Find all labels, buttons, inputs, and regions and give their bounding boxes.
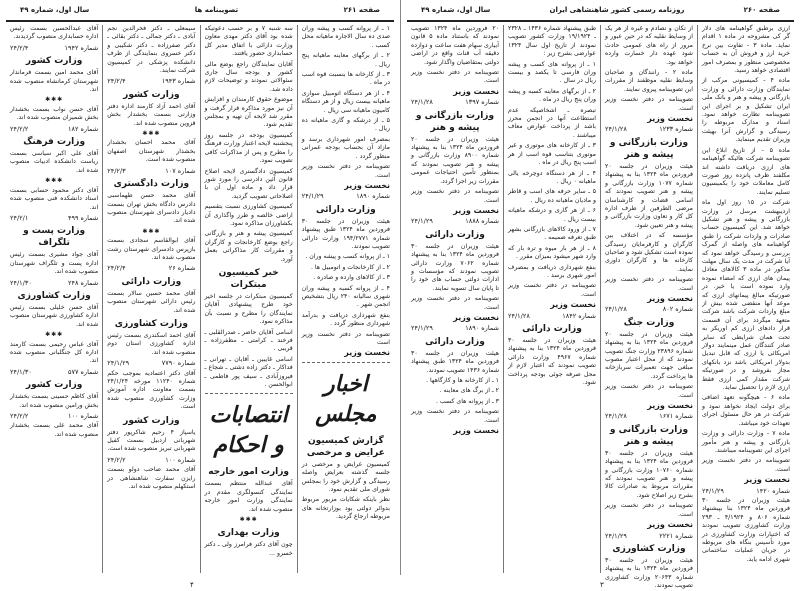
footer-page-number: ۳ (600, 581, 604, 589)
paragraph: ۲ ـ از برگ های معاینه . (439, 387, 499, 395)
paragraph: ۱ ـ از کارخانه ها و کارگاهها . (426, 377, 499, 384)
paragraph: اسامی غایبین ـ آقایان ـ تهرانی ـ فداکار ـ دکتر زاده دشتی ـ شجاع ـ فیروزآبادی ـ سیف پور فاطمی ـ ابوالحسن . (204, 355, 293, 389)
column (697, 25, 794, 573)
paragraph: تصویبنامه در دفتر نخست وزیر است. (411, 188, 499, 204)
paragraph: نظر باینکه شکایات مزبور مربوط بدوائر دولتی بود بوزارتخانه های مربوطه ارجاع گردید. (301, 496, 390, 521)
paragraph: تصویبنامه در دفتر نخست وزیر است (301, 330, 390, 346)
section-heading: وزارت دارائی (316, 204, 376, 215)
paragraph: آقای احمد آزاد کارمند اداره دفتر وزارتی بسمت بخشدار بخش قزوین منصوب شده اند. (107, 102, 196, 127)
paragraph: آقای دکتر محمود حسابی بسمت استاد دانشکده فنی منصوب شده اند. (10, 186, 99, 211)
paragraph: کمیسیون پیشه و هنر و بازرگانی راجع بوضع کارخانجات و کارگران و مقررات کار مذاکراتی بعمل آورد. (204, 230, 293, 263)
paragraph: آقای عبدالله منتظم بسمت نمایندگی کنسولگری مقدم در نمایندگی وزارت امور خارجه منصوب شده اند. (204, 480, 293, 513)
paragraph: ماده ۲ - رانندگان و صاحبان وسایط نقلیه موظفند از مقررات این تصویبنامه پیروی نمایند. (605, 69, 693, 93)
section-heading: وزارت دارائی (121, 276, 182, 287)
decree-date: ۲۴/۱/۲۹ (301, 192, 324, 201)
right-page (400, 0, 800, 590)
decree-date: ۲۴/۱/۲۹ (605, 531, 627, 540)
paragraph: ۶ ـ از هر گاری و درشکه ماهیانه بیست ریال . (508, 207, 596, 223)
signature: نخست وزیر (744, 475, 790, 485)
paragraph: آقای عباس رحیمی بسمت کارمند اداره کل جنگلبانی منصوب شده اند. (10, 340, 99, 365)
decree-number-date (411, 324, 499, 332)
paragraph: ۳ ـ از کالاهای وارده و صادره . (313, 274, 390, 282)
page-number: صفحه ۲۶۱ (343, 6, 380, 14)
section-heading: وزارت دارائی (425, 336, 485, 347)
column (200, 25, 297, 573)
separator-stars: ✱✱✱ (45, 96, 64, 104)
decree-number: شماره ۲۶ (168, 264, 196, 273)
decree-number: شماره ۱۸۴۲ (562, 311, 596, 320)
paragraph: کمیسیون عرایض و مرخصی در جلسه گذشته بعرایض واصله رسیدگی و گزارش خود را بمجلس شورای ملی تقدیم نمود. (301, 460, 390, 494)
decree-number-date (107, 456, 195, 464)
decree-date: ۲۴/۲/۴ (107, 264, 126, 273)
page-number: صفحه ۲۶۰ (743, 6, 780, 14)
signature: نخست وزیر (453, 86, 499, 96)
column (6, 25, 102, 573)
paragraph: هیئت وزیران در جلسه ۳۰ فروردین ماه ۱۳۲۴ بنا به پیشنهاد شماره ۱۰۷۶۰ وزارت بازرگانی و پیشه و هنر تصویب نمودند که مقررات مربوط به صادرات کالا بشرح زیر اصلاح شود. (605, 449, 693, 499)
paragraph: موضوع حقوق کارمندان و افزایش آن نیز مورد مذاکره قرار گرفت و مقرر شد لایحه آن تهیه و بمجلس تقدیم شود. (204, 96, 293, 129)
left-page (0, 0, 400, 575)
paragraph: آقای علی اکبر سیاسی بسمت ریاست دانشکده ادبیات منصوب شده اند. (10, 150, 99, 174)
paragraph: آقای محمد حسین سالار بسمت رئیس دارائی شهرستان منصوب شده اند. (107, 289, 196, 314)
paragraph: بمصرف امور شهرداری برسد و مازاد آن بحساب بودجه عمرانی منظور گردد . (301, 135, 390, 160)
decree-number-date (10, 412, 98, 420)
decree-number-date (508, 312, 596, 320)
decree-number: شماره ۱۰۰ (165, 455, 196, 464)
paragraph: هیئت وزیران در جلسه ۲۰ فروردین ماه ۱۳۲۴ بنا به پیشنهاد شماره ۲۳۸۹۶ وزارت جنگ تصویب نمودند که از محل اعتبار مصوب مبلغی جهت تعمیرات سربازخانه ها پرداخت گردد. (605, 330, 693, 380)
decree-number: شماره ۲۲۲۱ (659, 531, 693, 540)
paragraph: هیئت وزیران در جلسه ۳۰ فروردین ماه ۱۳۲۴ بنا به پیشنهاد شماره ۴۹۶۷ وزارت دارائی تصویب نمودند که اعتبار لازم از محل صرفه جوئی بودجه پرداخت شود. (508, 337, 596, 387)
paragraph: کمیسیون کشاورزی نسبت بتقسیم اراضی خالصه و طرز واگذاری آن بکشاورزان مذاکره نمود. (204, 203, 293, 227)
paragraph: تصویبنامه در دفتر نخست وزیر است. (301, 163, 390, 179)
paragraph: آقای ابوالقاسم سجادی بسمت بازپرس دادسرای شهرستان رشت منصوب شده اند. (107, 237, 196, 261)
paragraph: ۲۰ فروردین ماه ۱۳۲۴ تصویب نمودند که باستناد ماده ۵ قانون آبیاری سهام هفت ساعت و دوازده دقیقه آب قنات واقع در اراضی دولتی بمتقاضیان واگذار شود. (411, 25, 499, 66)
decree-number-date (702, 487, 790, 495)
signature: نخست وزیر (550, 300, 596, 310)
section-heading: وزارت بهداری (217, 528, 280, 539)
signature: نخست وزیر (647, 401, 693, 411)
paragraph: آقای حسن خلیلی بسمت رئیس اداره کشاورزی شهرستان منصوب شده اند. (10, 303, 99, 328)
paragraph: آقای دکتر اعتمادیه بموجب حکم شماره ۱۱۲۴۰ مورخه ۲۴/۱/۲۴ بسمت معاونت اداره آموزش وزارت کشاورزی منصوب شده است. (107, 369, 196, 411)
decree-number: شماره ۴۹۹ (67, 213, 99, 222)
signature: نخست وزیر (453, 312, 499, 322)
separator-stars: ✱✱✱ (45, 331, 64, 339)
divider (302, 362, 390, 363)
signature: نخست وزیر (453, 426, 499, 436)
paragraph: هیئت وزیران در جلسه ۳۰ فروردین ماه ۱۳۲۴ طبق پیشنهاد شماره ۱۴۳۶ تصویب نمودند. (411, 349, 499, 374)
decree-number-date (605, 125, 693, 133)
section-heading: وزارت بازرگانی و پیشه و هنر (415, 110, 495, 133)
decree-number-date (605, 305, 693, 313)
paragraph: آقای حسن نواب بسمت بخشدار بخش شمیران منصوب شده اند. (10, 105, 99, 122)
signature: نخست وزیر (647, 293, 693, 303)
section-heading: وزارت کشاورزی (17, 290, 91, 301)
paragraph: بنفع شهرداری دریافت و بدرآمد شهرداری منظور گردد . (301, 311, 390, 328)
section-heading: وزارت کشور (25, 56, 83, 67)
decree-number-date (107, 77, 195, 85)
section-heading: وزارت کشور (123, 415, 180, 426)
section-heading: وزارت کشاورزی (612, 543, 686, 554)
paragraph: ۱ ـ از پروانه های کسب و پیشه وران فارسی تا یکصد و بیست ریال در سال . (508, 60, 596, 85)
column (600, 25, 697, 590)
section-banner: اخبار مجلس (315, 370, 377, 427)
decree-date: ۲۴/۱/۲۹ (411, 217, 433, 226)
paragraph: تبصره ـ اشخاصیکه عدم استطاعت آنها در انجمن محرز باشد از پرداخت عوارض معاف میباشند . (508, 106, 596, 139)
paragraph: آقای کاظم حسینی بسمت بخشدار بخش ورامین منصوب شده اند. (10, 393, 99, 409)
paragraph: هیئت وزیران در جلسه ۲۰ فروردین ماه ۱۳۲۴ بنا به پیشنهاد شماره ۸۹۰۰ وزارت بازرگانی و پیشه و هنر تصویب نمودند که بمنظور تأمین احتیاجات عمومی مقررات زیر اجرا گردد. (411, 135, 499, 185)
decree-date: ۲۴/۱/۳۰ (10, 278, 32, 287)
paragraph: از تکان و تصادم و غیره از هر یک از وسایط نقلیه که در حین عبور و مرور از راه های عمومی حادث شود عهده دار خسارت وارده خواهد بود. (605, 25, 693, 66)
column (102, 25, 199, 573)
paragraph: تصویبنامه در دفتر نخست وزیر است. (411, 408, 499, 424)
decree-date: ۲۴/۲/۴ (10, 43, 29, 52)
decree-number: شماره ۱۸۸۸ (465, 217, 499, 226)
paragraph: چون آقای دکتر فرامرز ولی ـ دکتر خسرو ... (204, 541, 293, 557)
paragraph: هیئت وزیران در جلسه ۳۰ فروردین ماه ۱۳۲۴ بنا بپیشنهاد شماره ۸۰۶ و ۴/۱۹۲۴ ـ ۲۹۳ وزارت کشاورزی تصویب نمودند که اختیارات وزارت کشاورزی در مورد تأسیس بنگاه های مربوطه در جریان عملیات ساختمانی شهری ادامه یابد. (702, 496, 790, 563)
paragraph: آقایان نمایندگان راجع بوضع مالی کشور و بودجه سال جاری سئوالاتی نمودند و توضیحات لازم داده شد. (204, 60, 293, 93)
paragraph: بنفع شهرداری دریافت و بمصرف امور شهری برسد . (508, 263, 596, 279)
decree-date: ۲۴/۲/۳ (107, 166, 126, 175)
paragraph: تصویبنامه در دفتر نخست وزیر است. (605, 96, 693, 112)
paragraph: هیئت وزیران در جلسه ۲۰ فروردین ماه ۱۳۲۴ بنا به پیشنهاد شماره ۱۰۷۷ وزارت بازرگانی و پیشه و هنر تصویب نمودند که اسامی قضات و کارشناسان مرضی الطرفین از طرف اداره کل کار و تعاون وزارت بازرگانی و پیشه و هنر تعیین شود. (605, 162, 693, 229)
decree-number: شماره ۱۰۷ (165, 166, 196, 175)
paragraph: کمیسیون بودجه در جلسه روز پنجشنبه لایحه اعتبار وزارت فرهنگ را مطرح و پس از مذاکرات کافی تصویب نمود. (204, 131, 293, 165)
decree-number-date (10, 44, 98, 52)
decree-number-date (10, 279, 98, 287)
separator-stars: ✱✱✱ (239, 516, 258, 524)
paragraph: ماده ۴ - کمیسیونی مرکب از نمایندگان وزارت دارائی و وزارت بازرگانی و پیشه و هنر و بانک ملی ایران تشکیل و بر اجرای این تصویبنامه نظارت خواهد نمود. اسناد و مدارک مربوطه را رسیدگی و گزارش آنرا بهیئت وزیران تقدیم مینماید. (702, 77, 790, 144)
decree-date: ۲۴/۱/۲۸ (411, 98, 433, 107)
paragraph: ۳ ـ از کارخانه ها بنسبت قوه اسب در ماه . (301, 71, 390, 87)
paragraph: آقای جواد مشیری بسمت رئیس اداره پست و تلگراف شهرستان منصوب شده اند. (10, 251, 99, 276)
paragraph: ۴ ـ از هر دستگاه اتومبیل سواری ماهیانه بیست ریال و از هر دستگاه کامیون ماهیانه سی ریال . (301, 89, 390, 114)
decree-number-date (107, 167, 195, 175)
paragraph: کمیسیون مبتکرات در جلسه اخیر خود طرح پیشنهادی آقایان نمایندگان را مطرح و نسبت بآن مذاکره نمود. (204, 292, 293, 326)
separator-stars: ✱✱✱ (142, 227, 161, 235)
paragraph: آقای محمد صاحب دولو بسمت رایزن سفارت شاهنشاهی در استکهلم منصوب شده اند. (107, 466, 196, 491)
decree-date: ۲۴/۱/۲۹ (107, 359, 130, 368)
paragraph: هیئت وزیران در جلسه ۳۰ فروردین ماه ۱۳۲۴ طبق پیشنهاد شماره ۱۹۴/۲۷۷۱ وزارت دارائی تصویب نمودند. (301, 217, 390, 250)
decree-number-date (107, 264, 195, 272)
decree-date: ۲۴/۲/۲ (10, 412, 29, 420)
column (407, 25, 503, 573)
section-heading: وزارت امور خارجه (208, 467, 290, 478)
paragraph: شرکت در ۱۵ روز اول ماه اردیبهشت مرسل در وزارت بازرگانی و پیشه و هنر تشکیل خواهد شد. این کمیسیون حساب صادرات و واردات شرکت را طبق گواهینامه های واصله از گمرک بررسی و رسیدگی خواهد نمود که آیا شرکت در مدت یک سال مهلت مذکور در ماده ۳ کالاهای معادل پیمان های ارزی که امضاء نموده وارد نموده است یا خیر. در صورتیکه مبالغ پیمانهای ارزی که موعد آنها منقضی شده بیش از مبلغ واردات شرکت باشد شرکت متعهد میگردد برای آن قسمت قرار دادهای ارزی کم اوریکر به تحت همان شرایطی که سایر صادر کنندگان عمل مینمایند دولار امریکائی یا ارزی که قابل تبدیل بدولار امریکائی باشد نزد بانکهای مجاز بفروشد و در صورتیکه شرکت مقدار کمی ارزی فقط ارزی لازم را تحصیل نماید. (702, 199, 790, 392)
decree-number-date (605, 412, 693, 420)
decree-number-date (10, 214, 98, 222)
decree-date: ۲۴/۱/۲۸ (508, 311, 530, 320)
columns (407, 25, 794, 590)
paragraph: ۸ ـ از هر بار میوه و تره بار که وارد شهر میشود بمیزان مقرر . (508, 244, 596, 261)
paragraph: مؤسسه که در اختلاف بین کارگران و کارفرمایان رسیدگی نموده است تشکیل شود و صاحبان کارخانه ها و کارگران داوری نمایند. (605, 232, 693, 273)
decree-number: شماره ۱۹۴۲ (64, 43, 99, 52)
paragraph: ۳ ـ از کارخانه های موتوری و غیر موتوری بتناسب قوه اسب از هر اسب پنج ریال در ماه . (508, 142, 596, 167)
paragraph: هیئت وزیران در جلسه ۳۰ فروردین ماه ۱۳۲۴ بنا به پیشنهاد شماره ۷۰۶۲ وزارت دارائی تصویب نمودند که مؤسسات و ادارات دولتی حساب های خود را تا پایان سال تسویه نمایند. (411, 242, 499, 292)
section-heading: وزارت فرهنگ (23, 137, 86, 148)
section-heading: خبر کمیسیون مبتکرات (218, 267, 279, 290)
paragraph: ۲ ـ از کارخانجات و اتومبیل ها . (310, 263, 390, 271)
decree-number: شماره ۱۸۹۰ (356, 192, 390, 201)
paragraph: هیئت وزیران در جلسه ۳۰ فروردین ماه ۱۳۲۴ بنا به پیشنهاد شماره ۲۰۶۴۳ وزارت کشاورزی تصویب نمودند. (605, 556, 693, 590)
signature: نخست وزیر (453, 205, 499, 215)
paragraph: سیمعلی ـ دکتر فخرالدین نجم آبادی ـ دکتر جمالی ـ دکتر بقائی ـ دکتر صفرزاده ـ دکتر شکیبی و دکتر خسروی بنمایندگی از طرف دانشکده پزشکی در کمیسیون شرکت نمایند. (107, 25, 196, 75)
column (297, 25, 394, 573)
paragraph: ۳ ـ از پروانه های کسب . (435, 397, 499, 405)
paragraph: یاسپاز ۴ رحیم شاکرپور دفتر شهربانی اردبیل بسمت کفیل شهربانی تبریز منصوب شده است. (107, 428, 196, 453)
section-heading: وزارت کشور (25, 380, 83, 391)
decree-date: ۲۴/۱/۲۹ (702, 486, 724, 495)
decree-date: ۲۴/۲/۴ (107, 77, 126, 86)
columns (6, 25, 394, 573)
paragraph: ماده ۷ - وزارت دارائی و وزارت بازرگانی و پیشه و هنر مأمور اجرای این تصویبنامه میباشند. (702, 430, 790, 454)
paragraph: ۷ ـ از ورود کالاهای بازرگانی بشهر طبق تعرفه ضمیمه . (508, 225, 596, 242)
decree-date: ۲۴/۱/۲۸ (605, 125, 627, 134)
decree-number: شماره ۱۹۴۳ (161, 77, 196, 86)
signature: نخست وزیر (344, 348, 390, 358)
section-heading: وزارت کشور (123, 89, 180, 100)
paragraph: آقای محمد حسن طهماسبی دادرس دادگاه بخش تهران بسمت دادیار دادسرای شهرستان منصوب شده اند. (107, 192, 196, 225)
paragraph: ۵ ـ از درشکه و گاری ماهیانه ده ریال . (301, 117, 390, 133)
decree-number: شماره ۱۸۹۰ (465, 324, 499, 333)
paragraph: ۲ ـ از برگهای معاینه ماهیانه پنج ریال . (301, 52, 390, 68)
decree-number-date (411, 98, 499, 106)
decree-number-date (10, 125, 98, 133)
decree-date: ۲۴/۱/۲۸ (605, 412, 627, 421)
separator-stars: ✱✱✱ (142, 130, 161, 138)
page-header (6, 0, 394, 22)
paragraph: تصویبنامه در دفتر نخست وزیر است. (702, 457, 790, 473)
section-heading: گزارش کمیسیون عرایض و مرخصی (306, 435, 385, 458)
paragraph: آقای محمد امین بسمت فرماندار شهرستان کرمانشاه منصوب شده اند. (10, 69, 99, 94)
decree-number-date (302, 192, 390, 200)
page-header (407, 0, 794, 22)
paragraph: ۱ ـ از پروانه کسب و پیشه وران صدی ده سال الاجاره ماهیانه محل کسب . (301, 25, 390, 49)
decree-number: شماره ۲۴۸ (67, 278, 99, 287)
section-banner: انتصابات و احکام (209, 402, 288, 459)
decree-number: شماره ۵۷۷ (67, 367, 99, 376)
paragraph: تصویبنامه در دفتر نخست وزیر است. (605, 276, 693, 292)
paragraph: ۴ ـ از پروانه کسبه و پیشه وران شهری سالیانه ۲۴۰ ریال بتشخیص انجمن شهر . (301, 284, 390, 309)
paragraph: ارزی برطبق گواهینامه های دلار گر کی مشروحه در ماده ۱ اقدام نماید. ماده ۳ - تفاوت بین نرخ خرید ارز و فروش آن به حساب مخصوصی منظور و بمصرف امور اقتصادی خواهد رسید. (702, 25, 790, 75)
paragraph: ۵ ـ سایر حرفه های اسب و قاطر و مادیان ماهیانه ده ریال . (508, 188, 596, 204)
divider (205, 393, 293, 394)
paragraph: آقای محمد علی بسمت بخشدار منصوب شده اند. (10, 422, 99, 438)
paragraph: تصویبنامه در دفتر نخست وزیر است. (508, 282, 596, 298)
paragraph: سه شنبه ۷ و بر حسب دعوتیکه شده بود آقای دکتر مهدی معاون وزارت دارائی با اتفاق مدیر کل حسابداری حضور یافتند. (204, 25, 293, 58)
decree-number-date (10, 368, 98, 376)
paragraph: آقای عبدالحسین بسمت رئیس اداره حسابداری منصوب گردیدند. (10, 25, 99, 41)
paragraph: ماده ۵ - از تاریخ ابلاغ این تصویبنامه شرکت هائیکه گواهینامه های ارزی دریافت داشته اند مکلفند ظرف پانزده روز صورت کامل معاملات خود را بکمیسیون تسلیم نمایند. (702, 146, 790, 196)
column (503, 25, 600, 573)
section-heading: وزارت دادگستری (113, 179, 190, 190)
paragraph: آقای احمد اسکندری بسمت رئیس اداره کشاورزی استان دوم منصوب شده اند. (107, 331, 196, 356)
decree-date: ۲۴/۱/۲۸ (605, 305, 627, 314)
decree-date: ۲۴/۱/۳۰ (10, 367, 32, 376)
decree-date: ۲۴/۲/۱ (10, 213, 29, 222)
paragraph: تصویبنامه در دفتر نخست وزیر است. (605, 383, 693, 399)
paragraph: ماده ۶ - هیچگونه تعهد اضافی برای دولت ایجاد نخواهد نمود و شرکت در هر حال مسئول اجرای تعهدات خود میباشد. (702, 394, 790, 427)
decree-number-date (107, 359, 195, 367)
section-heading: وزارت جنگ (623, 317, 675, 328)
paragraph: کمیسیون دادگستری لایحه اصلاح قانون آئین دادرسی را مورد شور قرار داد و ماده اول آن با اصلاحاتی تصویب گردید. (204, 167, 293, 200)
decree-number: شماره ۱۲۳۳ (659, 125, 693, 134)
paragraph: تصویبنامه در دفتر نخست وزیر است. (411, 295, 499, 311)
separator-stars: ✱✱✱ (45, 177, 64, 185)
decree-date: ۲۴/۲/۲ (107, 455, 126, 464)
decree-number-date (605, 532, 693, 540)
decree-number: شماره ۱۰۰ (67, 412, 99, 420)
signature: نخست وزیر (344, 180, 390, 190)
page-title: تصویبنامه ها (194, 6, 239, 14)
decree-number-date (411, 217, 499, 225)
paragraph: ۲ ـ از برگهای معاینه کسبه و پیشه وران پنج ریال در ماه . (508, 87, 596, 104)
paragraph: آقای محمد احسان بخشدار بخشدار شهرستان اصفهان منصوب شده است. (107, 139, 196, 164)
section-heading: وزارت پست و تلگراف (23, 226, 86, 249)
decree-number: شماره ۱۶۷۱ (659, 412, 693, 421)
decree-number: شماره ۱۴۲۰ (756, 486, 790, 495)
decree-date: ۲۴/۲/۲ (10, 124, 29, 133)
paragraph: ۴ ـ از هر دستگاه دوچرخه یالی ماهیانه ۰ ریال . (508, 169, 596, 185)
issue-number: سال اول، شماره ۴۹ (20, 6, 90, 14)
issue-number: سال اول، شماره ۴۹ (421, 6, 491, 14)
decree-number: شماره ۱۸۲ (67, 124, 99, 133)
paragraph: تصویبنامه در دفتر نخست وزیر است. (411, 69, 499, 85)
paragraph: ۱ ـ از پروانه کسب و پیشه وران . (305, 253, 390, 261)
decree-number: شماره ۷۷۹۰ (161, 359, 196, 368)
section-heading: وزارت بازرگانی و پیشه و هنر (609, 424, 689, 447)
decree-date: ۲۴/۱/۲۹ (411, 324, 433, 333)
section-heading: وزارت دارائی (425, 229, 485, 240)
section-heading: وزارت دارائی (522, 324, 582, 334)
signature: نخست وزیر (647, 520, 693, 530)
paragraph: تصویبنامه در دفتر نخست وزیر است. (605, 502, 693, 518)
decree-number: شماره ۱۳۹۷ (465, 98, 499, 107)
section-heading: وزارت کشاورزی (114, 318, 188, 329)
paragraph: اسامی آقایان حاضر ـ صدرالقلبی ـ فرخند ـ کرامتی ـ مظفرزاده ـ قریبی . (204, 328, 293, 353)
signature: نخست وزیر (647, 114, 693, 124)
decree-number: شماره ۸۰۲ (662, 305, 693, 314)
page-title: روزنامه رسمی کشور شاهنشاهی ایران (549, 6, 685, 14)
footer-page-number: ۴ (190, 581, 194, 589)
paragraph: طبق پیشنهاد شماره ۱۴۳۶ ـ ۲۳۲۸ ـ ۱۹/۱۹۲۴ وزارت کشور تصویب نمودند از تاریخ اول سال ۱۳۲۴ عوارضی بشرح زیر : (508, 25, 596, 58)
section-heading: وزارت بازرگانی و پیشه و هنر (609, 137, 689, 160)
